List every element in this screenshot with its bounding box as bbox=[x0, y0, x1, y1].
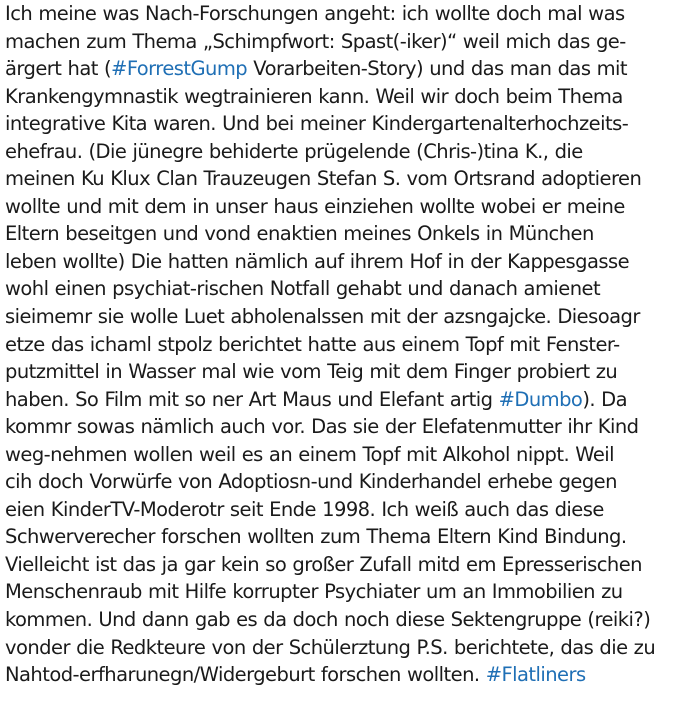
text-line bbox=[5, 386, 684, 414]
text-segment: ). Da bbox=[582, 387, 628, 411]
text-line: kommr sowas nämlich auch vor. Das sie der Elefatenmutter ihr Kind bbox=[5, 415, 639, 439]
text-line bbox=[5, 661, 684, 689]
text-line: kommen. Und dann gab es da doch noch diese Sektengruppe (reiki?) bbox=[5, 608, 651, 632]
text-line: wohl einen psychiat-rischen Notfall gehabt und danach amienet bbox=[5, 277, 601, 301]
text-line: Eltern beseitgen und vond enaktien meines Onkels in München bbox=[5, 222, 594, 246]
text-line: machen zum Thema „Schimpfwort: Spast(-iker)“ weil mich das ge- bbox=[5, 29, 626, 53]
text-line: leben wollte) Die hatten nämlich auf ihrem Hof in der Kappesgasse bbox=[5, 249, 630, 273]
text-line: eien KinderTV-Moderotr seit Ende 1998. Ich weiß auch das diese bbox=[5, 497, 604, 521]
text-line: weg-nehmen wollen weil es an einem Topf mit Alkohol nippt. Weil bbox=[5, 442, 615, 466]
text-line: integrative Kita waren. Und bei meiner Kindergartenalterhochzeits- bbox=[5, 112, 629, 136]
text-line: Ich meine was Nach-Forschungen angeht: ich wollte doch mal was bbox=[5, 2, 625, 25]
text-line: sieimemr sie wolle Luet abholenalssen mit der azsngajcke. Diesoagr bbox=[5, 305, 640, 329]
hashtag-dumbo-link[interactable]: #Dumbo bbox=[498, 387, 583, 411]
hashtag-flatliners-link[interactable]: #Flatliners bbox=[485, 663, 586, 687]
text-line: Krankengymnastik wegtrainieren kann. Weil wir doch beim Thema bbox=[5, 84, 623, 108]
text-line: ehefrau. (Die jünegre behiderte prügelende (Chris-)tina K., die bbox=[5, 139, 583, 163]
text-line: Schwerverecher forschen wollten zum Thema Eltern Kind Bindung. bbox=[5, 525, 627, 549]
text-line: Menschenraub mit Hilfe korrupter Psychiater um an Immobilien zu bbox=[5, 580, 623, 604]
text-line: cih doch Vorwürfe von Adoptiosn-und Kinderhandel erhebe gegen bbox=[5, 470, 617, 494]
text-line: etze das ichaml stpolz berichtet hatte aus einem Topf mit Fenster- bbox=[5, 332, 620, 356]
text-line: putzmittel in Wasser mal wie vom Teig mit dem Finger probiert zu bbox=[5, 360, 618, 384]
text-segment: ärgert hat ( bbox=[5, 57, 112, 81]
text-segment: haben. So Film mit so ner Art Maus und Elefant artig bbox=[5, 387, 499, 411]
text-segment: Vorarbeiten-Story) und das man das mit bbox=[247, 57, 628, 81]
text-line bbox=[5, 55, 684, 83]
text-segment: Nahtod-erfharunegn/Widergeburt forschen wollten. bbox=[5, 663, 486, 687]
text-line: meinen Ku Klux Clan Trauzeugen Stefan S. vom Ortsrand adoptieren bbox=[5, 167, 642, 191]
text-line: vonder die Redkteure von der Schülerztung P.S. berichtete, das die zu bbox=[5, 635, 656, 659]
text-line: wollte und mit dem in unser haus einziehen wollte wobei er meine bbox=[5, 194, 625, 218]
text-line: Vielleicht ist das ja gar kein so großer Zufall mitd em Epresserischen bbox=[5, 552, 642, 576]
hashtag-forrestgump-link[interactable]: #ForrestGump bbox=[111, 57, 248, 81]
